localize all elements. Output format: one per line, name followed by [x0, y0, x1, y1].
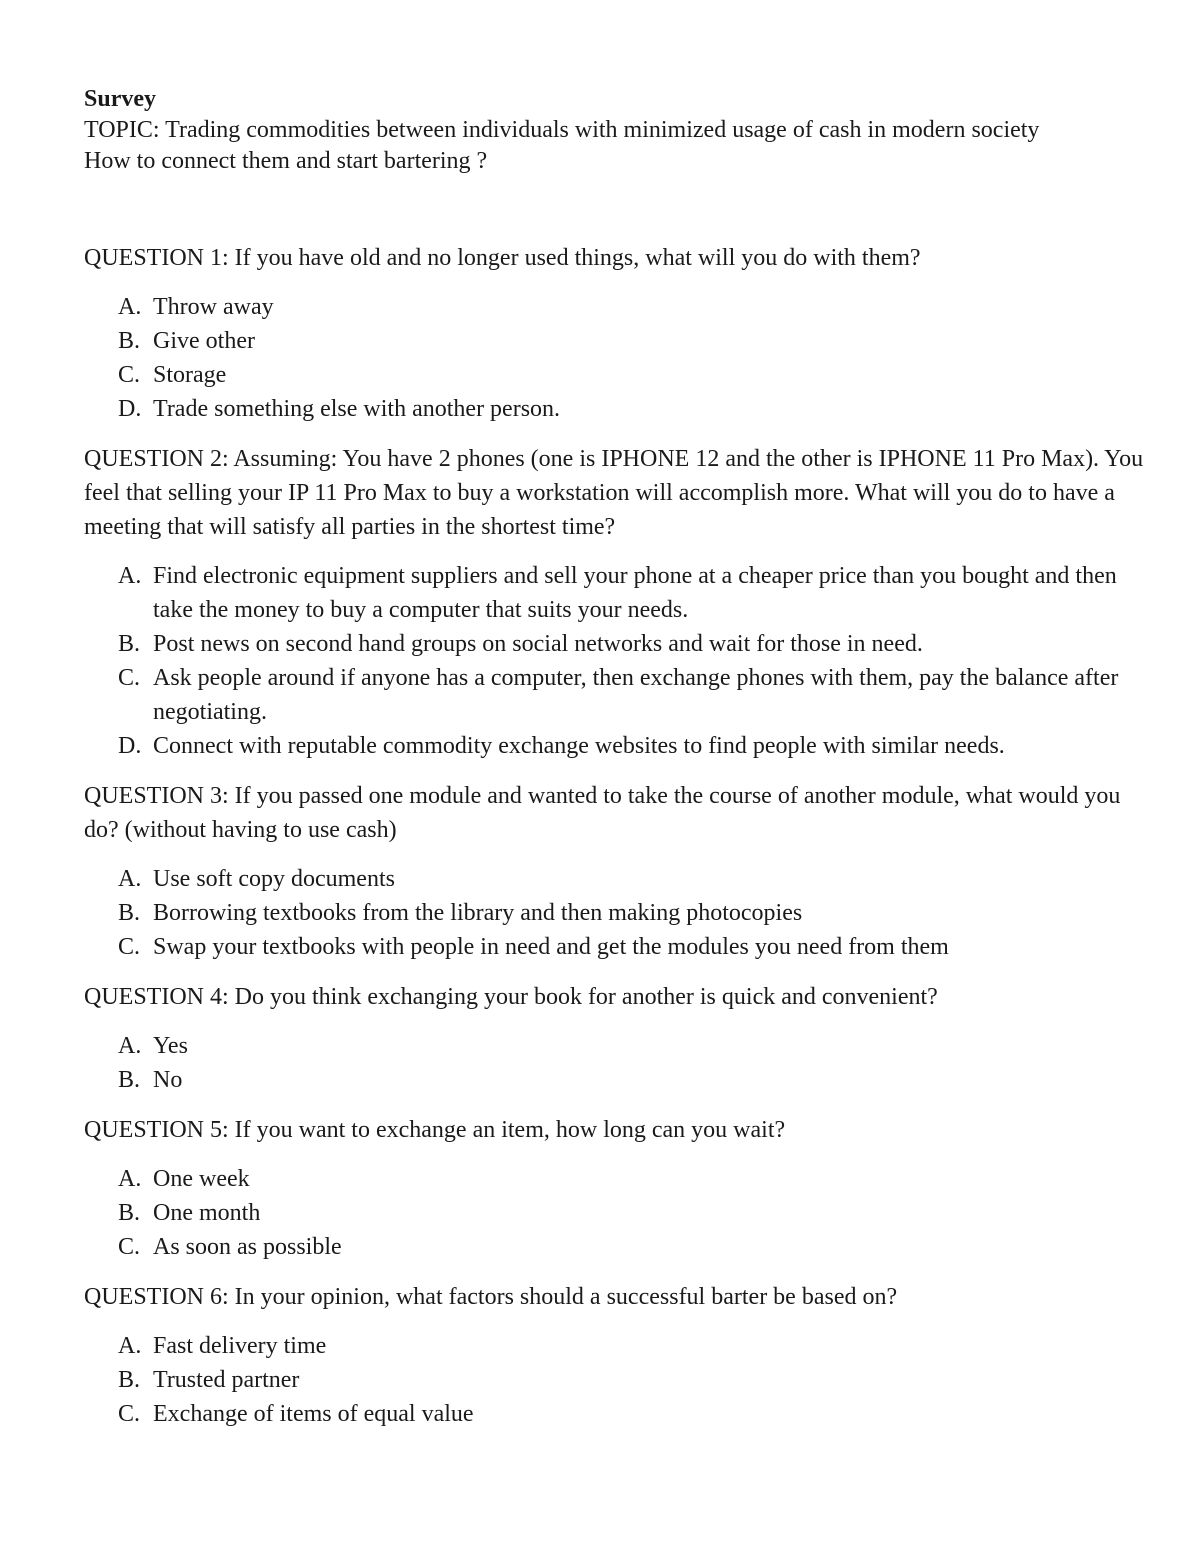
option-item — [84, 559, 1144, 627]
option-text: Borrowing textbooks from the library and then making photocopies — [153, 900, 803, 926]
option-text: Find electronic equipment suppliers and sell your phone at a cheaper price than you bought and then take the money to buy a computer that suits your needs. — [153, 563, 1117, 623]
question-block-6 — [84, 1280, 1144, 1431]
question-block-4 — [84, 980, 1144, 1097]
option-item — [84, 1196, 1144, 1230]
option-item — [84, 392, 1144, 426]
option-text: One week — [153, 1166, 250, 1192]
question-block-1 — [84, 241, 1144, 426]
option-letter: A. — [118, 1033, 142, 1059]
option-item — [84, 290, 1144, 324]
option-list — [84, 1029, 1144, 1097]
option-text: Exchange of items of equal value — [153, 1401, 474, 1427]
question-text: QUESTION 4: Do you think exchanging your book for another is quick and convenient? — [84, 984, 938, 1010]
question-text: QUESTION 5: If you want to exchange an item, how long can you wait? — [84, 1117, 786, 1143]
option-text: One month — [153, 1200, 261, 1226]
question-block-3 — [84, 779, 1144, 964]
option-item — [84, 1397, 1144, 1431]
option-item — [84, 930, 1144, 964]
question-block-2 — [84, 442, 1144, 763]
option-text: No — [153, 1067, 183, 1093]
option-item — [84, 862, 1144, 896]
option-list — [84, 1329, 1144, 1431]
option-item — [84, 729, 1144, 763]
option-text: Give other — [153, 328, 255, 354]
option-letter: C. — [118, 362, 141, 388]
option-item — [84, 1363, 1144, 1397]
option-list — [84, 862, 1144, 964]
option-text: Storage — [153, 362, 227, 388]
option-letter: B. — [118, 631, 141, 657]
option-text: Throw away — [153, 294, 274, 320]
question-text: QUESTION 3: If you passed one module and wanted to take the course of another module, what would you do? (without having to use cash) — [84, 783, 1121, 843]
option-item — [84, 324, 1144, 358]
option-letter: B. — [118, 1200, 141, 1226]
option-item — [84, 1162, 1144, 1196]
option-text: Fast delivery time — [153, 1333, 327, 1359]
question-text: QUESTION 2: Assuming: You have 2 phones (one is IPHONE 12 and the other is IPHONE 11 Pro Max). You feel that selling your IP 11 Pro Max to buy a workstation will accomplish more. What will you do to have a meeting that will satisfy all parties in the shortest time? — [84, 446, 1144, 540]
option-text: As soon as possible — [153, 1234, 342, 1260]
option-letter: D. — [118, 733, 142, 759]
option-letter: A. — [118, 563, 142, 589]
question-block-5 — [84, 1113, 1144, 1264]
option-letter: C. — [118, 1234, 141, 1260]
option-letter: B. — [118, 328, 141, 354]
option-letter: A. — [118, 1333, 142, 1359]
option-item — [84, 1230, 1144, 1264]
question-text: QUESTION 1: If you have old and no longer used things, what will you do with them? — [84, 245, 921, 271]
option-letter: B. — [118, 900, 141, 926]
option-text: Swap your textbooks with people in need and get the modules you need from them — [153, 934, 949, 960]
option-item — [84, 627, 1144, 661]
option-letter: B. — [118, 1067, 141, 1093]
option-item — [84, 1329, 1144, 1363]
option-letter: A. — [118, 294, 142, 320]
option-text: Yes — [153, 1033, 188, 1059]
option-item — [84, 896, 1144, 930]
option-letter: B. — [118, 1367, 141, 1393]
survey-subtitle: How to connect them and start bartering ? — [84, 148, 488, 174]
option-item — [84, 1029, 1144, 1063]
question-text: QUESTION 6: In your opinion, what factors should a successful barter be based on? — [84, 1284, 898, 1310]
option-text: Use soft copy documents — [153, 866, 395, 892]
option-text: Post news on second hand groups on social networks and wait for those in need. — [153, 631, 923, 657]
option-text: Ask people around if anyone has a computer, then exchange phones with them, pay the balance after negotiating. — [153, 665, 1119, 725]
survey-topic: TOPIC: Trading commodities between individuals with minimized usage of cash in modern society — [84, 117, 1040, 143]
option-item — [84, 1063, 1144, 1097]
option-list — [84, 559, 1144, 763]
option-text: Connect with reputable commodity exchange websites to find people with similar needs. — [153, 733, 1005, 759]
option-text: Trusted partner — [153, 1367, 300, 1393]
document-title: Survey — [84, 86, 156, 112]
option-letter: A. — [118, 1166, 142, 1192]
option-letter: C. — [118, 934, 141, 960]
option-list — [84, 290, 1144, 426]
option-text: Trade something else with another person. — [153, 396, 561, 422]
option-list — [84, 1162, 1144, 1264]
document-header — [84, 84, 1144, 177]
option-letter: C. — [118, 665, 141, 691]
option-letter: C. — [118, 1401, 141, 1427]
option-item — [84, 358, 1144, 392]
option-letter: A. — [118, 866, 142, 892]
document-page — [84, 84, 1144, 1431]
option-letter: D. — [118, 396, 142, 422]
option-item — [84, 661, 1144, 729]
